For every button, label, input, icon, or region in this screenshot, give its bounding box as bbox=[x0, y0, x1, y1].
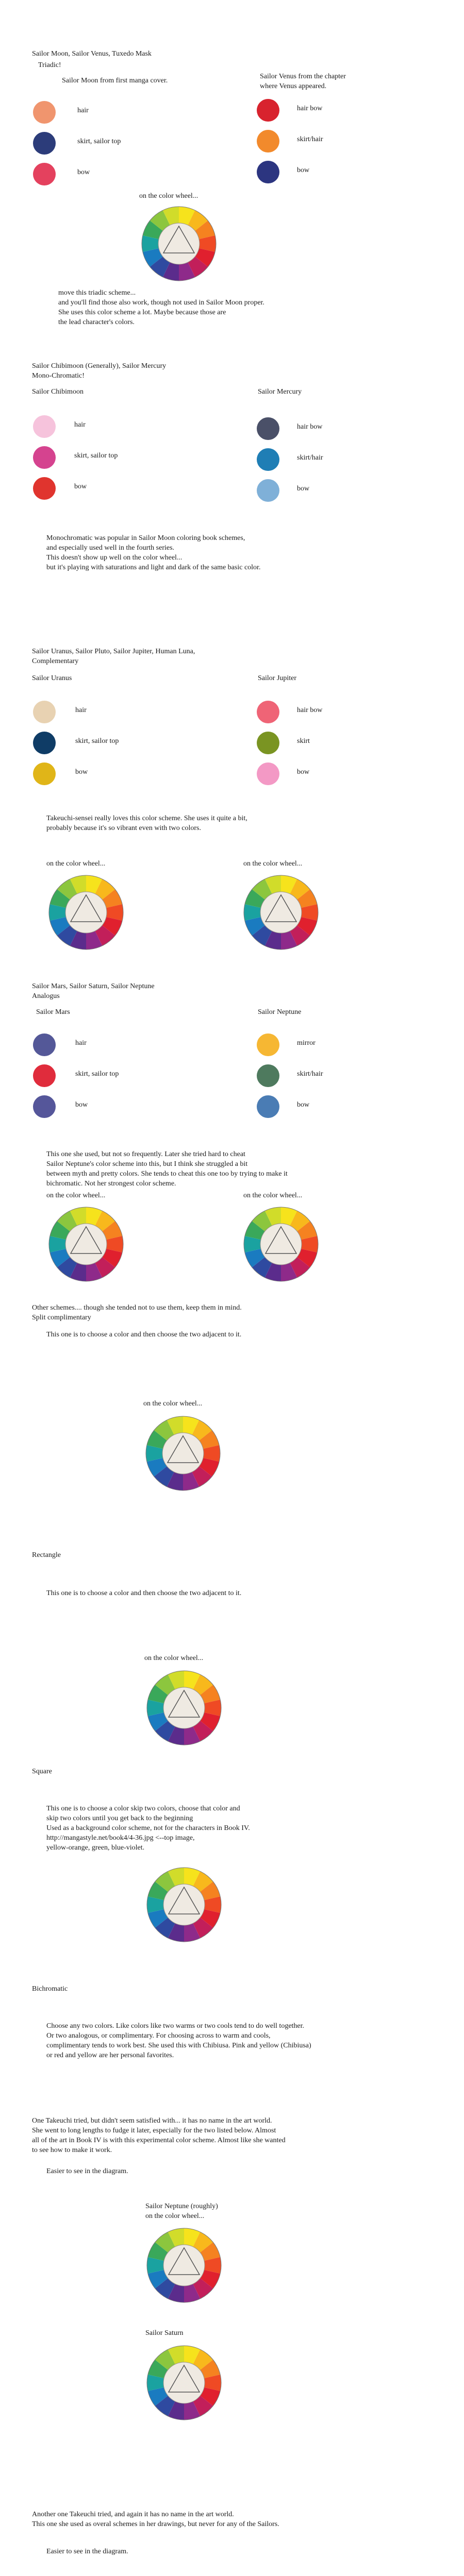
section-title-triadic: Sailor Moon, Sailor Venus, Tuxedo Mask bbox=[32, 50, 152, 58]
label-moon-skirt: skirt, sailor top bbox=[77, 138, 121, 145]
paragraph-rectangle: This one is to choose a color and then choose the two adjacent to it. bbox=[46, 1589, 242, 1597]
color-wheel-complementary-right bbox=[242, 874, 320, 951]
paragraph-mono: Monochromatic was popular in Sailor Moon coloring book schemes, and especially used well in the fourth series. This doesn't show up well on the color wheel... but it's playing with saturations and light and dark of the same basic color. bbox=[46, 534, 261, 571]
label-jupiter-hairbow: hair bow bbox=[297, 706, 323, 714]
swatch-mars-hair bbox=[33, 1033, 56, 1056]
wheel-center bbox=[163, 1884, 205, 1925]
wheel-center bbox=[162, 1433, 204, 1474]
section-title-split: Other schemes.... though she tended not to use them, keep them in mind. Split complimentary bbox=[32, 1304, 242, 1321]
label-moon-bow: bow bbox=[77, 168, 90, 176]
swatch-venus-bow bbox=[257, 161, 279, 183]
section-title-rectangle: Rectangle bbox=[32, 1551, 61, 1559]
label-neptune-skirt: skirt/hair bbox=[297, 1070, 323, 1078]
color-wheel-complementary-left bbox=[47, 874, 125, 951]
swatch-uranus-bow bbox=[33, 762, 56, 785]
swatch-chibimoon-hair bbox=[33, 415, 56, 438]
paragraph-bichromatic: Choose any two colors. Like colors like two warms or two cools tend to do well together. Or two analogous, or complimentary. For choosing across to warm and cools, complimentary tends to work best. She used this with Chibiusa. Pink and yellow (Chibiusa) or red and yellow are her personal favorites. bbox=[46, 2022, 311, 2059]
swatch-jupiter-bow bbox=[257, 762, 279, 785]
wheel-caption-complementary-left: on the color wheel... bbox=[46, 860, 106, 868]
easier-note-1: Easier to see in the diagram. bbox=[46, 2167, 128, 2175]
section-title-complementary: Sailor Uranus, Sailor Pluto, Sailor Jupiter, Human Luna, Complementary bbox=[32, 648, 195, 665]
label-neptune-mirror: mirror bbox=[297, 1039, 316, 1047]
wheel-caption-complementary-right: on the color wheel... bbox=[243, 860, 303, 868]
wheel-caption-rectangle: on the color wheel... bbox=[144, 1654, 204, 1662]
swatch-moon-bow bbox=[33, 163, 56, 185]
paragraph-overall-scheme: Another one Takeuchi tried, and again it has no name in the art world. This one she used as overal schemes in her drawings, but never for any of the Sailors. bbox=[32, 2511, 279, 2528]
saturn-wheel-caption: Sailor Saturn bbox=[145, 2329, 184, 2337]
swatch-neptune-skirt bbox=[257, 1064, 279, 1087]
mars-heading: Sailor Mars bbox=[36, 1008, 70, 1016]
color-wheel-square bbox=[145, 1866, 223, 1943]
swatch-moon-skirt bbox=[33, 132, 56, 155]
wheel-center bbox=[260, 892, 302, 933]
section-title-analogous: Sailor Mars, Sailor Saturn, Sailor Neptune Analogus bbox=[32, 982, 155, 1000]
label-uranus-skirt: skirt, sailor top bbox=[75, 737, 119, 745]
label-mercury-bow: bow bbox=[297, 485, 310, 493]
swatch-chibimoon-skirt bbox=[33, 446, 56, 469]
swatch-moon-hair bbox=[33, 101, 56, 124]
wheel-center bbox=[65, 892, 107, 933]
swatch-chibimoon-bow bbox=[33, 477, 56, 500]
label-chibimoon-skirt: skirt, sailor top bbox=[74, 452, 118, 460]
easier-note-2: Easier to see in the diagram. bbox=[46, 2548, 128, 2555]
label-venus-bow: bow bbox=[297, 166, 310, 174]
swatch-jupiter-hairbow bbox=[257, 701, 279, 723]
wheel-caption-triadic: on the color wheel... bbox=[139, 192, 198, 200]
label-jupiter-bow: bow bbox=[297, 768, 310, 776]
color-wheel-neptune bbox=[145, 2227, 223, 2304]
paragraph-square: This one is to choose a color skip two colors, choose that color and skip two colors until you get back to the beginning Used as a background color scheme, not for the characters in Book IV. http://mangastyle.net/book4/4-36.jpg <--top image, yellow-orange, green, blue-violet. bbox=[46, 1805, 250, 1852]
label-uranus-hair: hair bbox=[75, 706, 87, 714]
sailor-venus-heading: Sailor Venus from the chapter where Venus appeared. bbox=[260, 73, 346, 90]
color-wheel-split bbox=[144, 1415, 222, 1492]
uranus-heading: Sailor Uranus bbox=[32, 674, 72, 682]
swatch-jupiter-skirt bbox=[257, 732, 279, 754]
section-title-bichromatic: Bichromatic bbox=[32, 1985, 68, 1993]
wheel-center bbox=[65, 1224, 107, 1265]
swatch-mercury-bow bbox=[257, 479, 279, 502]
label-mercury-hairbow: hair bow bbox=[297, 423, 323, 431]
swatch-uranus-skirt bbox=[33, 732, 56, 754]
paragraph-experimental: One Takeuchi tried, but didn't seem satisfied with... it has no name in the art world. She went to long lengths to fudge it later, especially for the two listed below. Almost all of the art in Book IV is with this experimental color scheme. Almost like she wanted to see how to make it work. bbox=[32, 2117, 286, 2154]
wheel-center bbox=[163, 2362, 205, 2403]
swatch-mercury-skirt bbox=[257, 448, 279, 471]
label-mars-bow: bow bbox=[75, 1101, 88, 1109]
label-venus-skirt: skirt/hair bbox=[297, 135, 323, 143]
label-moon-hair: hair bbox=[77, 107, 89, 114]
swatch-venus-hairbow bbox=[257, 99, 279, 122]
wheel-caption-analogous-left: on the color wheel... bbox=[46, 1192, 106, 1199]
label-uranus-bow: bow bbox=[75, 768, 88, 776]
swatch-mars-bow bbox=[33, 1095, 56, 1118]
color-wheel-analogous-right bbox=[242, 1206, 320, 1283]
wheel-center bbox=[158, 223, 200, 264]
paragraph-triadic: move this triadic scheme... and you'll find those also work, though not used in Sailor Moon proper. She uses this color scheme a lot. Maybe because those are the lead character's colors. bbox=[58, 289, 264, 326]
swatch-mercury-hairbow bbox=[257, 417, 279, 440]
paragraph-analogous: This one she used, but not so frequently. Later she tried hard to cheat Sailor Neptune's color scheme into this, but I think she struggled a bit between myth and pretty colors. She tends to cheat this one too by trying to make it bichromatic. Not her strongest color scheme. bbox=[46, 1150, 288, 1188]
sailor-moon-heading: Sailor Moon from first manga cover. bbox=[62, 77, 168, 84]
section-title-square: Square bbox=[32, 1768, 52, 1775]
swatch-venus-skirt bbox=[257, 130, 279, 152]
paragraph-split: This one is to choose a color and then choose the two adjacent to it. bbox=[46, 1331, 242, 1338]
label-mercury-skirt: skirt/hair bbox=[297, 454, 323, 462]
wheel-center bbox=[163, 1687, 205, 1728]
jupiter-heading: Sailor Jupiter bbox=[258, 674, 297, 682]
label-neptune-bow: bow bbox=[297, 1101, 310, 1109]
swatch-neptune-mirror bbox=[257, 1033, 279, 1056]
neptune-heading: Sailor Neptune bbox=[258, 1008, 302, 1016]
label-chibimoon-bow: bow bbox=[74, 483, 87, 490]
color-wheel-saturn bbox=[145, 2344, 223, 2421]
section-title-mono: Sailor Chibimoon (Generally), Sailor Mercury Mono-Chromatic! bbox=[32, 362, 167, 380]
color-wheel-rectangle bbox=[145, 1669, 223, 1747]
section-subtitle-triadic: Triadic! bbox=[38, 61, 61, 69]
swatch-neptune-bow bbox=[257, 1095, 279, 1118]
label-venus-hairbow: hair bow bbox=[297, 105, 323, 112]
mercury-heading: Sailor Mercury bbox=[258, 388, 302, 396]
wheel-caption-split: on the color wheel... bbox=[143, 1400, 203, 1408]
wheel-center bbox=[260, 1224, 302, 1265]
paragraph-complementary: Takeuchi-sensei really loves this color scheme. She uses it quite a bit, probably because it's so vibrant even with two colors. bbox=[46, 815, 247, 832]
wheel-caption-analogous-right: on the color wheel... bbox=[243, 1192, 303, 1199]
label-mars-hair: hair bbox=[75, 1039, 87, 1047]
neptune-wheel-caption: Sailor Neptune (roughly) on the color wheel... bbox=[145, 2202, 218, 2220]
swatch-mars-skirt bbox=[33, 1064, 56, 1087]
color-wheel-analogous-left bbox=[47, 1206, 125, 1283]
swatch-uranus-hair bbox=[33, 701, 56, 723]
label-mars-skirt: skirt, sailor top bbox=[75, 1070, 119, 1078]
label-chibimoon-hair: hair bbox=[74, 421, 86, 429]
label-jupiter-skirt: skirt bbox=[297, 737, 310, 745]
wheel-center bbox=[163, 2245, 205, 2286]
chibimoon-heading: Sailor Chibimoon bbox=[32, 388, 84, 396]
color-wheel-triadic bbox=[140, 205, 218, 282]
